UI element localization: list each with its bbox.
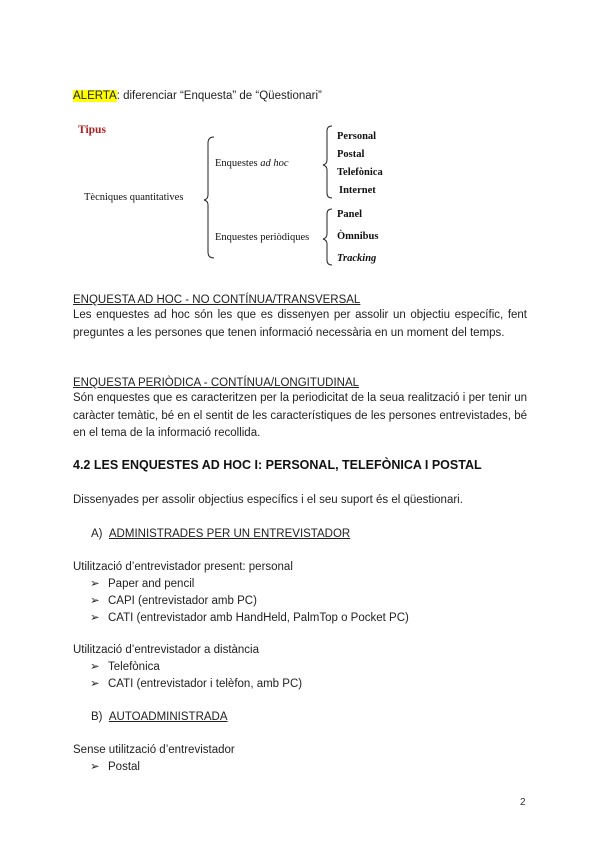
bullet-arrow-icon: ➢ (90, 595, 100, 607)
branch-adhoc-label: Enquestes (215, 158, 261, 169)
bullet-arrow-icon: ➢ (90, 661, 100, 673)
part-b-letter: B) (91, 711, 103, 723)
bullet-arrow-icon: ➢ (90, 612, 100, 624)
list-item (90, 659, 160, 675)
diagram-item-internet: Internet (339, 185, 376, 196)
part-a-heading (91, 526, 350, 542)
diagram-branch-adhoc (215, 158, 289, 169)
list-item (90, 676, 302, 692)
list-item (90, 610, 409, 626)
section-adhoc-body: Les enquestes ad hoc són les que es dissenyen per assolir un objectiu específic, fent preguntes a les persones que tenen informació necessària en un moment del temps. (73, 309, 527, 339)
branch-adhoc-italic: ad hoc (260, 158, 289, 169)
without-label: Sense utilització d’entrevistador (73, 744, 235, 756)
brace-periodic (323, 209, 332, 265)
part-a-letter: A) (91, 528, 103, 540)
list-item-text: Postal (108, 761, 140, 773)
diagram-item-omnibus: Òmnibus (337, 231, 379, 242)
diagram-item-panel: Panel (337, 209, 363, 220)
section-periodic-heading: ENQUESTA PERIÒDICA - CONTÍNUA/LONGITUDINAL (73, 377, 360, 389)
part-b-heading (91, 709, 228, 725)
brace-main (204, 137, 214, 258)
diagram-tipus-label: Tipus (78, 124, 106, 136)
section-adhoc-heading: ENQUESTA AD HOC - NO CONTÍNUA/TRANSVERSAL (73, 294, 361, 306)
diagram-item-tracking: Tracking (337, 253, 377, 264)
alert-text: : diferenciar “Enquesta” de “Qüestionari” (116, 90, 322, 102)
diagram-item-telefonica: Telefònica (337, 167, 383, 178)
list-item (90, 576, 194, 592)
diagram-item-personal: Personal (337, 131, 377, 142)
diagram-branch-periodic: Enquestes periòdiques (215, 232, 310, 243)
list-item-text: CATI (entrevistador i telèfon, amb PC) (108, 678, 303, 690)
list-item (90, 593, 257, 609)
present-label: Utilització d’entrevistador present: personal (73, 561, 293, 573)
bullet-arrow-icon: ➢ (90, 578, 100, 590)
brace-adhoc (323, 126, 332, 198)
distance-label: Utilització d’entrevistador a distància (73, 644, 260, 656)
list-item-text: Paper and pencil (108, 578, 195, 590)
page-number: 2 (520, 797, 526, 808)
bullet-arrow-icon: ➢ (90, 761, 100, 773)
list-item-text: CATI (entrevistador amb HandHeld, PalmTop o Pocket PC) (108, 612, 409, 624)
list-item-text: Telefònica (108, 661, 160, 673)
diagram-root-label: Tècniques quantitatives (84, 192, 184, 203)
part-a-title: ADMINISTRADES PER UN ENTREVISTADOR (108, 528, 351, 540)
list-item (90, 759, 140, 775)
alert-tag: ALERTA (73, 90, 117, 102)
section-periodic-body: Són enquestes que es caracteritzen per la periodicitat de la seua realització i per tenir un caràcter temàtic, bé en el sentit de les característiques de les persones entrevistades, bé en el tema de la informació recollida. (73, 392, 527, 439)
intro-text: Dissenyades per assolir objectius específics i el seu suport és el qüestionari. (73, 494, 463, 506)
chapter-heading: 4.2 LES ENQUESTES AD HOC I: PERSONAL, TELEFÒNICA I POSTAL (73, 458, 482, 472)
list-item-text: CAPI (entrevistador amb PC) (108, 595, 257, 607)
diagram-item-postal: Postal (337, 149, 365, 160)
bullet-arrow-icon: ➢ (90, 678, 100, 690)
part-b-title: AUTOADMINISTRADA (108, 711, 228, 723)
